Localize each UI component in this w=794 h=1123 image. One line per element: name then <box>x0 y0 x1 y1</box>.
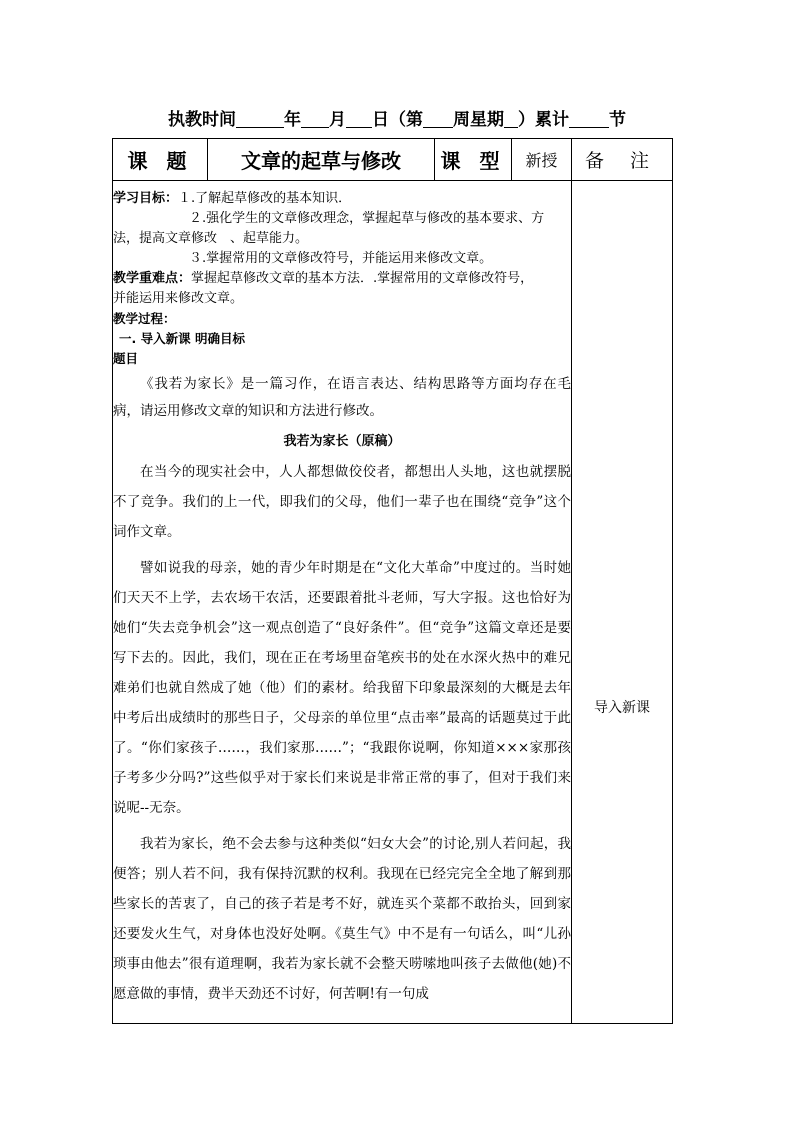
essay-paragraph-3: 我若为家长，绝不会去参与这种类似“妇女大会”的讨论,别人若问起，我便答；别人若不问，我有保持沉默的权利。我现在已经完完全全地了解到那些家长的苦衷了，自己的孩子若是考不好，就连买个菜都不敢抬头，回到家还要发火生气，对身体也没好处啊。《莫生气》中不是有一句话么，叫“儿孙琐事由他去”很有道理啊，我若为家长就不会整天唠嗦地叫孩子去做他(她)不愿意做的事情，费半天劲还不讨好，何苦啊!有一句成 <box>113 836 571 1002</box>
essay-paragraph-2: 譬如说我的母亲，她的青少年时期是在“文化大革命”中度过的。当时她们天天不上学，去农场干农活，还要跟着批斗老师，写大字报。这也恰好为她们“失去竞争机会”这一观点创造了“良好条件”。但“竞争”这篇文章还是要写下去的。因此，我们，现在正在考场里奋笔疾书的处在水深火热中的难兄难弟们也就自然成了她（他）们的素材。给我留下印象最深刻的大概是去年中考后出成绩时的那些日子，父母亲的单位里“点击率”最高的话题莫过于此了。“你们家孩子……，我们家那……”；“我跟你说啊，你知道×××家那孩子考多少分吗?”这些似乎对于家长们来说是非常正常的事了，但对于我们来说呢--无奈。 <box>113 560 571 816</box>
header-period-label: 节 <box>609 110 626 130</box>
key-label: 教学重难点： <box>113 271 192 286</box>
subject-label: 题目 <box>113 351 139 366</box>
goal-1: １.了解起草修改的基本知识． <box>178 191 352 206</box>
header-month-label: 月 <box>329 110 346 130</box>
key-text-b: 并能运用来修改文章。 <box>113 291 244 306</box>
header-total-label: ）累计 <box>518 110 569 130</box>
table-header-row <box>113 139 673 181</box>
goal-3: ３.掌握常用的文章修改符号，并能运用来修改文章。 <box>189 251 493 266</box>
header-blank-year[interactable] <box>236 111 284 128</box>
header-time-label: 执教时间 <box>168 110 236 130</box>
table-body-row <box>113 181 673 1024</box>
remark-column <box>572 181 673 1024</box>
side-note: 导入新课 <box>594 700 650 716</box>
type-label: 课 型 <box>435 139 512 181</box>
goal-line-1 <box>113 189 571 209</box>
topic-label: 课 题 <box>113 139 208 181</box>
task-paragraph: 《我若为家长》是一篇习作，在语言表达、结构思路等方面均存在毛病，请运用修改文章的知识和方法进行修改。 <box>113 376 571 419</box>
topic-value: 文章的起草与修改 <box>208 139 435 181</box>
type-value: 新授 <box>512 139 572 181</box>
header-blank-day[interactable] <box>346 111 372 128</box>
section-1-heading: 一. 导入新课 明确目标 <box>119 331 245 346</box>
essay-paragraph-1: 在当今的现实社会中，人人都想做佼佼者，都想出人头地，这也就摆脱不了竞争。我们的上一代，即我们的父母，他们一辈子也在围绕“竞争”这个词作文章。 <box>113 464 571 540</box>
essay-title: 我若为家长（原稿） <box>283 434 401 449</box>
header-week-label: 周星期 <box>453 110 504 130</box>
goal-label: 学习目标： <box>113 191 179 206</box>
key-line <box>113 269 571 289</box>
key-text: 掌握起草修改文章的基本方法．.掌握常用的文章修改符号， <box>191 271 534 286</box>
page-header <box>0 105 794 130</box>
header-blank-weekday[interactable] <box>504 111 518 128</box>
header-blank-month[interactable] <box>301 111 329 128</box>
lesson-content <box>113 181 572 1024</box>
header-blank-total[interactable] <box>569 111 609 128</box>
header-day-label: 日（第 <box>372 110 423 130</box>
header-year-label: 年 <box>284 110 301 130</box>
goal-2: ２.强化学生的文章修改理念，掌握起草与修改的基本要求、方 <box>189 211 545 226</box>
remark-label: 备 注 <box>572 139 673 181</box>
goal-2b: 法，提高文章修改 、起草能力。 <box>113 231 309 246</box>
process-label: 教学过程： <box>113 311 176 326</box>
lesson-plan-table <box>112 138 673 1024</box>
header-blank-week[interactable] <box>423 111 453 128</box>
